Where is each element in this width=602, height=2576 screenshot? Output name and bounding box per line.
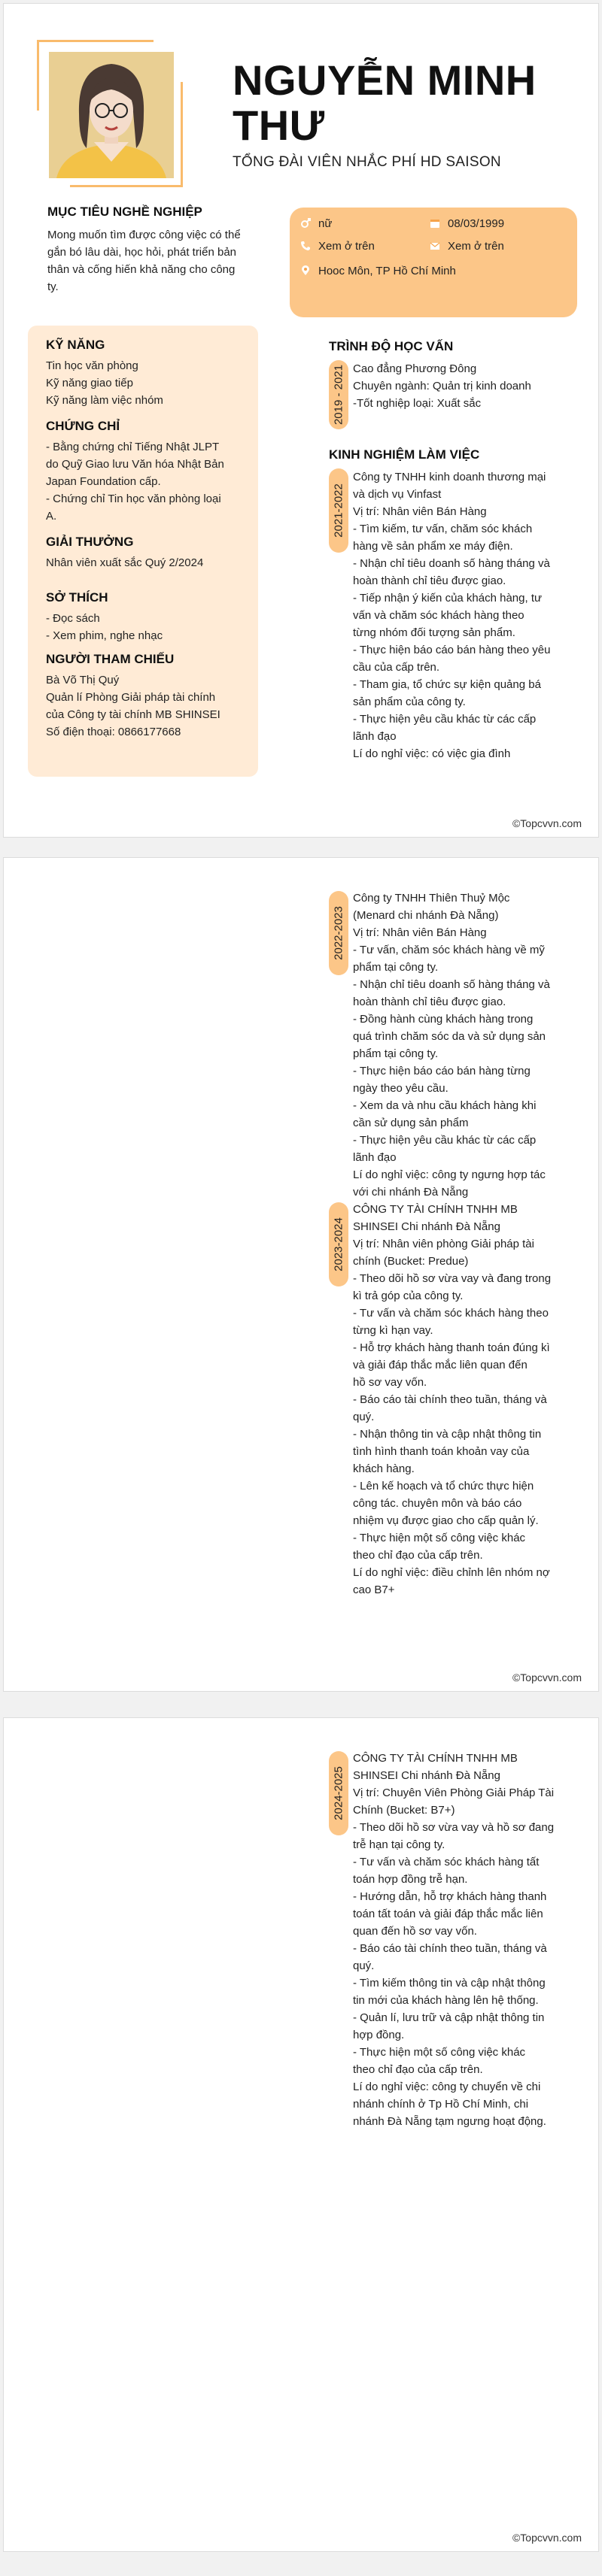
job-line: - Thực hiện yêu cầu khác từ các cấp <box>353 713 537 726</box>
job-entry-4 <box>353 1750 558 2130</box>
footer-brand: ©Topcvvn.com <box>512 1671 582 1683</box>
references-title: NGƯỜI THAM CHIẾU <box>46 652 175 666</box>
contact-phone[interactable] <box>300 240 375 253</box>
experience-title: KINH NGHIỆM LÀM VIỆC <box>329 447 480 462</box>
job-period-pill <box>329 1751 348 1835</box>
skills-list <box>46 357 249 409</box>
certificate-line: A. <box>46 510 57 523</box>
education-period-pill <box>329 360 348 429</box>
job-line: khách hàng. <box>353 1462 415 1475</box>
objective-text <box>47 226 270 295</box>
job-line: nhánh chính ở Tp Hồ Chí Minh, chi <box>353 2098 529 2111</box>
job-line: với chi nhánh Đà Nẵng <box>353 1186 469 1199</box>
email-icon <box>430 241 440 251</box>
job-line: hồ sơ vay vốn. <box>353 1376 427 1389</box>
job-line: Công ty TNHH kinh doanh thương mại <box>353 471 546 483</box>
job-line: quý. <box>353 1411 375 1423</box>
job-line: cao B7+ <box>353 1583 395 1596</box>
skill-item: Kỹ năng giao tiếp <box>46 377 133 389</box>
hobbies-text <box>46 610 249 644</box>
objective-line: thân và cống hiến khả năng cho công <box>47 263 236 276</box>
job-line: - Nhận chỉ tiêu doanh số hàng tháng và <box>353 557 550 570</box>
job-period: 2023-2024 <box>332 1217 345 1271</box>
job-line: - Thực hiện một số công việc khác <box>353 1532 526 1544</box>
job-line: - Tư vấn, chăm sóc khách hàng về mỹ <box>353 944 545 956</box>
job-line: - Tiếp nhận ý kiến của khách hàng, tư <box>353 592 543 605</box>
objective-title: MỤC TIÊU NGHỀ NGHIỆP <box>47 205 202 219</box>
awards-text <box>46 554 249 571</box>
cv-page-3 <box>3 1717 599 2552</box>
objective-line: gắn bó lâu dài, học hỏi, phát triển bản <box>47 246 237 259</box>
job-line: - Theo dõi hồ sơ vừa vay và hồ sơ đang <box>353 1821 555 1834</box>
job-line: SHINSEI Chi nhánh Đà Nẵng <box>353 1769 500 1782</box>
job-line: quan đến hồ sơ vay vốn. <box>353 1925 477 1938</box>
job-line: - Nhận thông tin và cập nhật thông tin <box>353 1428 542 1441</box>
gender-value: nữ <box>318 217 333 230</box>
job-period-pill <box>329 891 348 975</box>
education-title: TRÌNH ĐỘ HỌC VẤN <box>329 339 454 353</box>
education-period: 2019 - 2021 <box>332 364 345 426</box>
certificates-text <box>46 438 249 525</box>
candidate-name <box>233 58 579 148</box>
objective-line: ty. <box>47 280 59 293</box>
job-line: tình hình thanh toán khoản vay của <box>353 1445 530 1458</box>
left-panel <box>28 326 258 777</box>
job-line: - Tham gia, tổ chức sự kiện quảng bá <box>353 678 541 691</box>
references-text <box>46 671 249 741</box>
calendar-icon <box>430 218 440 229</box>
contact-gender <box>300 217 332 230</box>
job-line: - Báo cáo tài chính theo tuần, tháng và <box>353 1942 547 1955</box>
name-line-2: THƯ <box>233 102 325 149</box>
job-period: 2022-2023 <box>332 906 345 960</box>
job-line: sản phẩm của công ty. <box>353 696 466 708</box>
objective-line: Mong muốn tìm được công việc có thể <box>47 229 241 241</box>
job-line: - Theo dõi hồ sơ vừa vay và đang trong <box>353 1272 552 1285</box>
contact-birthday <box>430 217 504 230</box>
job-line: kì trả góp của công ty. <box>353 1290 464 1302</box>
job-line: - Báo cáo tài chính theo tuần, tháng và <box>353 1393 547 1406</box>
job-line: toán hợp đồng trễ hạn. <box>353 1873 468 1886</box>
job-line: - Tư vấn và chăm sóc khách hàng theo <box>353 1307 549 1320</box>
photo-frame <box>37 40 183 187</box>
skill-item: Kỹ năng làm việc nhóm <box>46 394 163 407</box>
reference-line: Số điện thoại: 0866177668 <box>46 726 181 738</box>
job-line: - Hướng dẫn, hỗ trợ khách hàng thanh <box>353 1890 547 1903</box>
job-period-pill <box>329 1202 348 1286</box>
footer-brand: ©Topcvvn.com <box>512 817 582 829</box>
job-line: toán tất toán và giải đáp thắc mắc liên <box>353 1908 543 1920</box>
job-line: Công ty TNHH Thiên Thuỷ Mộc <box>353 892 510 905</box>
cv-page-1 <box>3 3 599 838</box>
job-line: công tác. chuyên môn và báo cáo <box>353 1497 522 1510</box>
contact-box <box>290 208 577 317</box>
email-value: Xem ở trên <box>448 240 504 253</box>
job-line: hoàn thành chỉ tiêu được giao. <box>353 996 506 1008</box>
job-line: Vị trí: Nhân viên Bán Hàng <box>353 926 487 939</box>
certificate-line: - Bằng chứng chỉ Tiếng Nhật JLPT <box>46 441 220 453</box>
certificate-line: do Quỹ Giao lưu Văn hóa Nhật Bản <box>46 458 224 471</box>
job-line: Lí do nghỉ việc: công ty chuyển về chi <box>353 2080 541 2093</box>
education-line: Chuyên ngành: Quản trị kinh doanh <box>353 380 531 392</box>
name-line-1: NGUYỄN MINH <box>233 56 537 104</box>
birthday-value: 08/03/1999 <box>448 217 505 230</box>
job-line: Vị trí: Chuyên Viên Phòng Giải Pháp Tài <box>353 1787 555 1799</box>
job-title: TỔNG ĐÀI VIÊN NHẮC PHÍ HD SAISON <box>233 154 501 170</box>
job-line: Vị trí: Nhân viên Bán Hàng <box>353 505 487 518</box>
job-line: Lí do nghỉ việc: công ty ngưng hợp tác <box>353 1168 546 1181</box>
location-icon <box>300 265 311 276</box>
job-line: (Menard chi nhánh Đà Nẵng) <box>353 909 499 922</box>
awards-title: GIẢI THƯỞNG <box>46 535 134 549</box>
job-line: chính (Bucket: Predue) <box>353 1255 469 1268</box>
certificate-line: - Chứng chỉ Tin học văn phòng loại <box>46 492 221 505</box>
job-line: Lí do nghỉ việc: điều chỉnh lên nhóm nợ <box>353 1566 550 1579</box>
job-line: - Xem da và nhu cầu khách hàng khi <box>353 1099 537 1112</box>
cv-page-2 <box>3 857 599 1692</box>
job-line: - Tư vấn và chăm sóc khách hàng tất <box>353 1856 540 1868</box>
job-line: - Thực hiện báo cáo bán hàng từng <box>353 1065 531 1077</box>
job-line: theo chỉ đạo của cấp trên. <box>353 1549 483 1562</box>
skills-title: KỸ NĂNG <box>46 338 105 352</box>
job-line: cần sử dụng sản phẩm <box>353 1117 469 1129</box>
contact-address <box>300 265 456 277</box>
phone-icon <box>300 241 311 251</box>
job-line: Lí do nghỉ việc: có việc gia đình <box>353 747 511 760</box>
job-entry-3 <box>353 1201 558 1599</box>
address-value: Hooc Môn, TP Hồ Chí Minh <box>318 265 456 277</box>
job-line: tin mới của khách hàng lên hệ thống. <box>353 1994 539 2007</box>
job-line: - Lên kế hoạch và tổ chức thực hiện <box>353 1480 534 1493</box>
job-line: vấn và chăm sóc khách hàng theo <box>353 609 524 622</box>
reference-line: Quản lí Phòng Giải pháp tài chính <box>46 691 216 704</box>
job-entry-1 <box>353 468 558 762</box>
job-line: quá trình chăm sóc da và sử dụng sản <box>353 1030 546 1043</box>
job-line: Chính (Bucket: B7+) <box>353 1804 455 1817</box>
job-line: lãnh đạo <box>353 730 397 743</box>
phone-value: Xem ở trên <box>318 240 375 253</box>
education-line: Cao đẳng Phương Đông <box>353 362 477 375</box>
job-line: Vị trí: Nhân viên phòng Giải pháp tài <box>353 1238 534 1250</box>
job-line: - Tìm kiếm thông tin và cập nhật thông <box>353 1977 546 1990</box>
job-line: - Thực hiện báo cáo bán hàng theo yêu <box>353 644 551 656</box>
certificates-title: CHỨNG CHỈ <box>46 419 120 433</box>
job-line: CÔNG TY TÀI CHÍNH TNHH MB <box>353 1203 518 1216</box>
job-line: hợp đồng. <box>353 2029 405 2041</box>
gender-icon <box>300 218 311 229</box>
job-line: - Thực hiện yêu cầu khác từ các cấp <box>353 1134 537 1147</box>
job-line: ngày theo yêu cầu. <box>353 1082 448 1095</box>
job-period: 2021-2022 <box>332 483 345 538</box>
job-line: - Đồng hành cùng khách hàng trong <box>353 1013 534 1026</box>
job-line: và giải đáp thắc mắc liên quan đến <box>353 1359 528 1371</box>
contact-email[interactable] <box>430 240 504 253</box>
skill-item: Tin học văn phòng <box>46 359 138 372</box>
footer-brand: ©Topcvvn.com <box>512 2532 582 2544</box>
job-line: phẩm tại công ty. <box>353 1047 439 1060</box>
job-line: quý. <box>353 1959 375 1972</box>
job-line: hoàn thành chỉ tiêu được giao. <box>353 574 506 587</box>
job-line: phẩm tại công ty. <box>353 961 439 974</box>
reference-line: của Công ty tài chính MB SHINSEI <box>46 708 220 721</box>
job-line: - Thực hiện một số công việc khác <box>353 2046 526 2059</box>
job-line: hàng về sản phẩm xe máy điện. <box>353 540 513 553</box>
job-period-pill <box>329 468 348 553</box>
education-line: -Tốt nghiệp loại: Xuất sắc <box>353 397 482 410</box>
job-line: từng nhóm đối tượng sản phẩm. <box>353 626 515 639</box>
job-line: - Hỗ trợ khách hàng thanh toán đúng kì <box>353 1341 550 1354</box>
job-line: nhiệm vụ được giao cho cấp quản lý. <box>353 1514 539 1527</box>
job-line: CÔNG TY TÀI CHÍNH TNHH MB <box>353 1752 518 1765</box>
job-line: nhánh Đà Nẵng tạm ngưng hoạt động. <box>353 2115 546 2128</box>
job-line: lãnh đạo <box>353 1151 397 1164</box>
education-text <box>353 360 558 412</box>
certificate-line: Japan Foundation cấp. <box>46 475 161 488</box>
hobby-line: - Xem phim, nghe nhạc <box>46 629 163 642</box>
job-line: theo chỉ đạo của cấp trên. <box>353 2063 483 2076</box>
profile-photo <box>49 52 174 178</box>
job-line: cầu của cấp trên. <box>353 661 440 674</box>
job-line: từng kì hạn vay. <box>353 1324 433 1337</box>
hobbies-title: SỞ THÍCH <box>46 590 108 605</box>
job-line: - Nhận chỉ tiêu doanh số hàng tháng và <box>353 978 550 991</box>
reference-line: Bà Võ Thị Quý <box>46 674 120 686</box>
job-line: SHINSEI Chi nhánh Đà Nẵng <box>353 1220 500 1233</box>
hobby-line: - Đọc sách <box>46 612 100 625</box>
job-entry-2 <box>353 889 558 1201</box>
job-period: 2024-2025 <box>332 1766 345 1820</box>
job-line: - Tìm kiếm, tư vấn, chăm sóc khách <box>353 523 533 535</box>
award-line: Nhân viên xuất sắc Quý 2/2024 <box>46 556 204 569</box>
job-line: - Quản lí, lưu trữ và cập nhật thông tin <box>353 2011 545 2024</box>
job-line: trễ hạn tại công ty. <box>353 1838 445 1851</box>
job-line: và dịch vụ Vinfast <box>353 488 442 501</box>
